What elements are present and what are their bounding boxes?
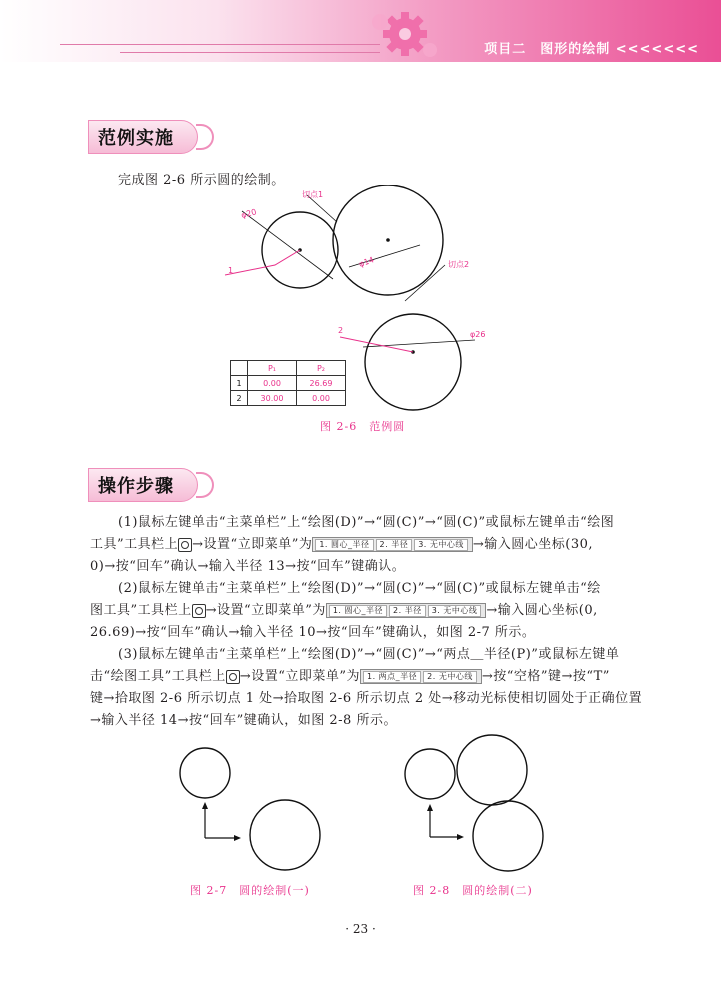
table-cell: 2 <box>231 391 248 406</box>
step-line: 键→拾取图 2-6 所示切点 1 处→拾取图 2-6 所示切点 2 处→移动光标使相切圆处于正确位置 <box>90 691 643 706</box>
menu-option[interactable]: 1. 圆心_半径 <box>329 605 387 617</box>
figure-2-7 <box>175 738 335 878</box>
circle-tool-icon[interactable] <box>192 604 206 618</box>
steps-block <box>90 512 670 732</box>
table-header-cell: P₂ <box>297 361 346 376</box>
label-pt1: 1 <box>228 266 234 275</box>
circle-tool-icon[interactable] <box>226 670 240 684</box>
figure-caption: 图 2-8 圆的绘制(二) <box>413 884 533 897</box>
step-line: →输入半径 14→按“回车”键确认，如图 2-8 所示。 <box>90 713 397 728</box>
figure-caption: 图 2-6 范例圆 <box>320 420 406 433</box>
header-title: 项目二 图形的绘制 <<<<<<< <box>484 42 699 57</box>
label-tangent2: 切点2 <box>448 260 470 269</box>
label-pt2: 2 <box>338 326 344 335</box>
step-line: (3)鼠标左键单击“主菜单栏”上“绘图(D)”→“圆(C)”→“两点＿半径(P)”或鼠标左键单 <box>118 647 620 662</box>
page-number: · 23 · <box>345 922 376 936</box>
immediate-menu[interactable] <box>360 669 482 684</box>
table-header-cell <box>231 361 248 376</box>
figure-2-8 <box>400 732 550 878</box>
label-phi26: φ26 <box>470 330 486 339</box>
table-cell: 1 <box>231 376 248 391</box>
section-title: 操作步骤 <box>98 476 174 497</box>
table-cell: 30.00 <box>248 391 297 406</box>
header-rule <box>60 44 380 45</box>
label-phi20: φ20 <box>240 207 258 220</box>
label-tangent1: 切点1 <box>302 190 324 199</box>
menu-option[interactable]: 2. 半径 <box>376 539 413 551</box>
menu-option[interactable]: 2. 无中心线 <box>423 671 477 683</box>
step-line: (2)鼠标左键单击“主菜单栏”上“绘图(D)”→“圆(C)”→“圆(C)”或鼠标左键单击“绘 <box>118 581 601 596</box>
gear-icon <box>360 6 450 62</box>
step-line: (1)鼠标左键单击“主菜单栏”上“绘图(D)”→“圆(C)”→“圆(C)”或鼠标左键单击“绘图 <box>118 515 615 530</box>
circle-tool-icon[interactable] <box>178 538 192 552</box>
header-rule <box>120 52 380 53</box>
figure-caption: 图 2-7 圆的绘制(一) <box>190 884 310 897</box>
step-line: 图工具”工具栏上 →设置“立即菜单”为 1. 圆心_半径 2. 半径 3. 无中心线 →输入圆心坐标(0, <box>90 603 598 618</box>
table-header-cell: P₁ <box>248 361 297 376</box>
coordinate-table <box>230 360 346 406</box>
step-line: 击“绘图工具”工具栏上 →设置“立即菜单”为 1. 两点_半径 2. 无中心线 →按“空格”键→按“T” <box>90 669 610 684</box>
immediate-menu[interactable] <box>312 537 473 552</box>
table-cell: 26.69 <box>297 376 346 391</box>
section-heading <box>88 120 216 154</box>
menu-option[interactable]: 1. 两点_半径 <box>363 671 421 683</box>
label-phi14: φ14 <box>357 255 376 269</box>
step-line: 工具”工具栏上 →设置“立即菜单”为 1. 圆心_半径 2. 半径 3. 无中心线 →输入圆心坐标(30, <box>90 537 594 552</box>
menu-option[interactable]: 3. 无中心线 <box>414 539 468 551</box>
section-title: 范例实施 <box>98 128 174 149</box>
table-cell: 0.00 <box>248 376 297 391</box>
menu-option[interactable]: 1. 圆心_半径 <box>315 539 373 551</box>
table-cell: 0.00 <box>297 391 346 406</box>
intro-text: 完成图 2-6 所示圆的绘制。 <box>118 173 285 188</box>
circle-r13 <box>365 314 461 410</box>
section-heading <box>88 468 216 502</box>
step-line: 26.69)→按“回车”确认→输入半径 10→按“回车”键确认，如图 2-7 所示。 <box>90 625 536 640</box>
menu-option[interactable]: 3. 无中心线 <box>428 605 482 617</box>
step-line: 0)→按“回车”确认→输入半径 13→按“回车”键确认。 <box>90 559 406 574</box>
immediate-menu[interactable] <box>326 603 487 618</box>
menu-option[interactable]: 2. 半径 <box>389 605 426 617</box>
